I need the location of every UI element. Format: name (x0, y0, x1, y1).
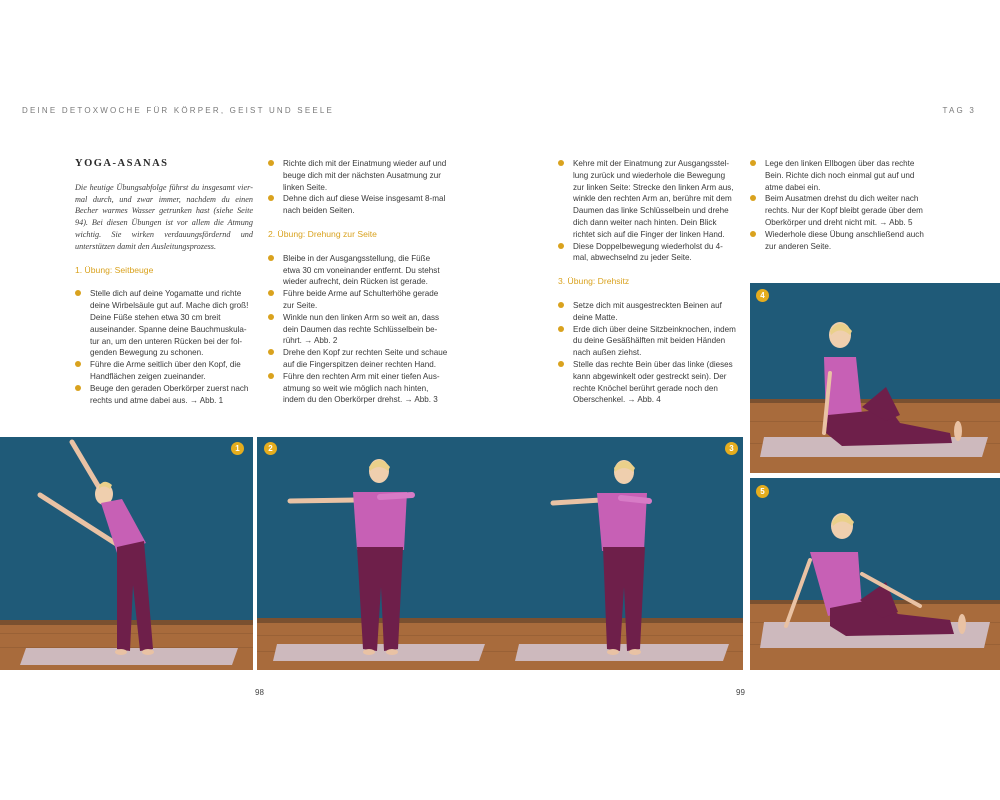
running-head-left: DEINE DETOXWOCHE FÜR KÖRPER, GEIST UND SEELE (22, 106, 335, 115)
bullet-icon (750, 195, 756, 201)
exercise-2-continued-list (558, 158, 738, 264)
bullet-icon (558, 160, 564, 166)
bullet-icon (268, 349, 274, 355)
list-item: Stelle das rechte Bein über das linke (dieses kann abgewinkelt oder gestreckt sein). Der rechte Knöchel berührt gerade noch den Oberschenkel. → Abb. 4 (558, 359, 738, 406)
bullet-icon (268, 195, 274, 201)
bullet-icon (75, 290, 81, 296)
list-item: Bleibe in der Ausgangsstellung, die Füße etwa 30 cm voneinander entfernt. Du stehst wieder aufrecht, dein Rücken ist gerade. (268, 253, 448, 288)
exercise-1-continued-list (268, 158, 448, 217)
list-item: Wiederhole diese Übung anschließend auch zur anderen Seite. (750, 229, 930, 253)
page-number-left: 98 (255, 688, 264, 697)
list-item: Beim Ausatmen drehst du dich weiter nach rechts. Nur der Kopf bleibt gerade über dem Oberkörper und dreht nicht mit. → Abb. 5 (750, 193, 930, 228)
page-number-right: 99 (736, 688, 745, 697)
intro-paragraph: Die heutige Übungsabfolge führst du insgesamt viermal durch, und zwar immer, nachdem du einen Becher warmes Wasser getrunken hast (siehe Seite 94). Bei diesen Übungen ist vor allem die Atmung wichtig. Sie wirken verdauungsfördernd und unterstützen damit den Ausleitungsprozess. (75, 182, 253, 251)
figure-badge: 4 (756, 289, 769, 302)
bullet-icon (558, 361, 564, 367)
figure-badge: 5 (756, 485, 769, 498)
list-item: Beuge den geraden Oberkörper zuerst nach rechts und atme dabei aus. → Abb. 1 (75, 383, 253, 407)
text-column-2 (268, 158, 448, 406)
exercise-2-heading: 2. Übung: Drehung zur Seite (268, 228, 377, 239)
bullet-icon (268, 290, 274, 296)
exercise-1-list (75, 288, 253, 406)
bullet-icon (558, 326, 564, 332)
exercise-3-heading: 3. Übung: Drehsitz (558, 276, 630, 287)
bullet-icon (75, 385, 81, 391)
list-item: Drehe den Kopf zur rechten Seite und schaue auf die Fingerspitzen deiner rechten Hand. (268, 347, 448, 371)
photo-seated-twist-prep (750, 283, 1000, 473)
exercise-1-heading: 1. Übung: Seitbeuge (75, 264, 154, 275)
bullet-icon (750, 160, 756, 166)
bullet-icon (558, 302, 564, 308)
bullet-icon (558, 243, 564, 249)
list-item: Stelle dich auf deine Yogamatte und richte deine Wirbelsäule gut auf. Mache dich groß! Deine Füße stehen etwa 30 cm breit auseinander. Spanne deine Bauchmuskulatur an, um den unteren Rücken bei der folgenden Bewegung zu schonen. (75, 288, 253, 359)
bullet-icon (268, 373, 274, 379)
photo-twist (499, 437, 743, 670)
bullet-icon (268, 314, 274, 320)
list-item: Erde dich über deine Sitzbeinknochen, indem du deine Gesäßhälften mit beiden Händen nach außen ziehst. (558, 324, 738, 359)
text-column-1 (75, 158, 253, 406)
exercise-3-continued-list (750, 158, 930, 252)
list-item: Dehne dich auf diese Weise insgesamt 8-mal nach beiden Seiten. (268, 193, 448, 217)
list-item: Lege den linken Ellbogen über das rechte Bein. Richte dich noch einmal gut auf und atme dabei ein. (750, 158, 930, 193)
photo-arm-pose (257, 437, 499, 670)
bullet-icon (750, 231, 756, 237)
running-head-right: TAG 3 (942, 106, 976, 115)
bullet-icon (268, 160, 274, 166)
list-item: Führe den rechten Arm mit einer tiefen Ausatmung so weit wie möglich nach hinten, indem du den Oberkörper drehst. → Abb. 3 (268, 371, 448, 406)
figure-badge: 3 (725, 442, 738, 455)
exercise-2-list (268, 253, 448, 406)
list-item: Richte dich mit der Einatmung wieder auf und beuge dich mit der nächsten Ausatmung zur linken Seite. (268, 158, 448, 193)
photo-side-bend (0, 437, 253, 670)
text-column-3 (558, 158, 738, 406)
list-item: Führe beide Arme auf Schulterhöhe gerade zur Seite. (268, 288, 448, 312)
figure-badge: 2 (264, 442, 277, 455)
list-item: Setze dich mit ausgestreckten Beinen auf deine Matte. (558, 300, 738, 324)
text-column-4 (750, 158, 930, 252)
exercise-3-list (558, 300, 738, 406)
list-item: Diese Doppelbewegung wiederholst du 4-mal, abwechselnd zu jeder Seite. (558, 241, 738, 265)
list-item: Führe die Arme seitlich über den Kopf, die Handflächen zeigen zueinander. (75, 359, 253, 383)
list-item: Winkle nun den linken Arm so weit an, dass dein Daumen das rechte Schlüsselbein berührt. → Abb. 2 (268, 312, 448, 347)
section-title: YOGA-ASANAS (75, 158, 169, 169)
bullet-icon (268, 255, 274, 261)
list-item: Kehre mit der Einatmung zur Ausgangsstellung zurück und wiederhole die Bewegung zur linken Seite: Strecke den linken Arm aus, winkle den rechten Arm an, berühre mit dem Daumen das linke Schlüsselbein und drehe dich dann weiter nach hinten. Dein Blick richtet sich auf die Finger der linken Hand. (558, 158, 738, 241)
figure-badge: 1 (231, 442, 244, 455)
photo-seated-twist (750, 478, 1000, 670)
bullet-icon (75, 361, 81, 367)
